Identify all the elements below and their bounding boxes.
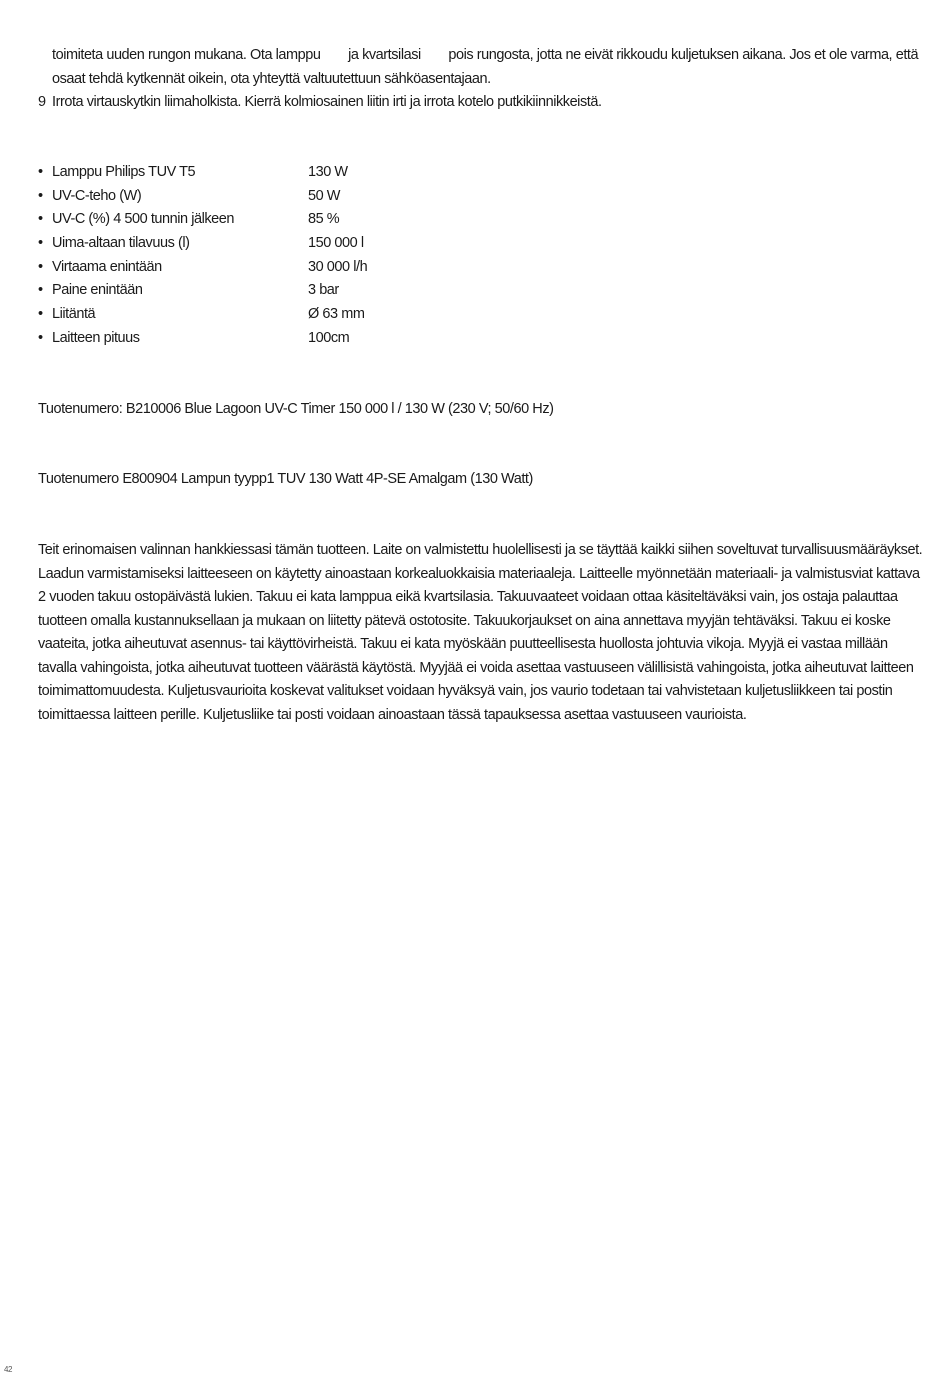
continuation-paragraph [52, 44, 922, 91]
spec-label: Uima-altaan tilavuus (l) [52, 235, 190, 252]
page-number: 42 [4, 1365, 12, 1374]
bullet: • [38, 211, 43, 228]
spec-value: 3 bar [308, 282, 339, 299]
spec-value: 50 W [308, 187, 341, 204]
spec-label: Lamppu Philips TUV T5 [52, 164, 196, 180]
bullet: • [38, 329, 43, 346]
continuation-text-part-2: ja kvartsilasi [348, 47, 421, 63]
continuation-text-part-1: toimiteta uuden rungon mukana. Ota lamppu [52, 47, 321, 63]
spec-label: Liitäntä [52, 306, 96, 323]
spec-row [38, 256, 367, 280]
product-number-lamp: Tuotenumero E800904 Lampun tyypp1 TUV 130 Watt 4P-SE Amalgam (130 Watt) [38, 471, 533, 487]
technical-specs-list [38, 161, 367, 351]
bullet: • [38, 282, 43, 299]
spec-value: Ø 63 mm [308, 306, 365, 323]
spec-row [38, 303, 367, 327]
spec-value: 85 % [308, 211, 340, 228]
spec-value: 100cm [308, 329, 350, 346]
step-9 [38, 91, 918, 115]
spec-label: UV-C-teho (W) [52, 187, 142, 204]
spec-label: Laitteen pituus [52, 329, 140, 346]
continuation-text-part-3: pois rungosta, jotta ne eivät rikkoudu kuljetuksen aikana. Jos et ole varma, että osaat tehdä kytkennät oikein, ota yhteyttä valtuutettuun sähköasentajaan. [52, 47, 919, 87]
spec-row [38, 161, 367, 185]
spec-row [38, 327, 367, 351]
spec-value: 30 000 l/h [308, 258, 368, 275]
spec-label: Paine enintään [52, 282, 143, 299]
product-number-device: Tuotenumero: B210006 Blue Lagoon UV-C Timer 150 000 l / 130 W (230 V; 50/60 Hz) [38, 401, 554, 417]
spec-row [38, 208, 367, 232]
spec-row [38, 232, 367, 256]
spec-label: UV-C (%) 4 500 tunnin jälkeen [52, 211, 234, 228]
bullet: • [38, 187, 43, 204]
spec-value: 130 W [308, 164, 348, 180]
spec-row [38, 279, 367, 303]
step-number: 9 [38, 94, 46, 110]
step-text: Irrota virtauskytkin liimaholkista. Kierrä kolmiosainen liitin irti ja irrota kotelo putkikiinnikkeistä. [52, 94, 602, 110]
spec-label: Virtaama enintään [52, 258, 162, 275]
spec-row [38, 185, 367, 209]
bullet: • [38, 235, 43, 252]
bullet: • [38, 258, 43, 275]
spec-value: 150 000 l [308, 235, 364, 252]
bullet: • [38, 164, 43, 180]
bullet: • [38, 306, 43, 323]
warranty-paragraph: Teit erinomaisen valinnan hankkiessasi tämän tuotteen. Laite on valmistettu huolellisesti ja se täyttää kaikki siihen soveltuvat turvallisuusmääräykset. Laadun varmistamiseksi laitteeseen on käytetty ainoastaan korkealuokkaisia materiaaleja. Laitteelle myönnetään materiaali- ja valmistusviat kattava 2 vuoden takuu ostopäivästä lukien. Takuu ei kata lamppua eikä kvartsilasia. Takuuvaateet voidaan ottaa käsiteltäväksi vain, jos ostaja palauttaa tuotteen omalla kustannuksellaan ja mukaan on liitetty pätevä ostotosite. Takuukorjaukset on aina annettava myyjän tehtäväksi. Takuu ei koske vaateita, jotka aiheutuvat asennus- tai käyttövirheistä. Takuu ei kata myöskään puutteellisesta huollosta johtuvia vikoja. Myyjä ei vastaa millään tavalla vahingoista, jotka aiheutuvat tuotteen väärästä käytöstä. Myyjää ei voida asettaa vastuuseen välillisistä vahingoista, jotka aiheutuvat laitteen toimimattomuudesta. Kuljetusvaurioita koskevat valitukset voidaan hyväksyä vain, jos vaurio todetaan tai vahvistetaan kuljetusliikkeen tai postin toimittaessa laitteen perille. Kuljetusliike tai posti voidaan ainoastaan tässä tapauksessa asettaa vastuuseen vaurioista. [38, 542, 923, 723]
